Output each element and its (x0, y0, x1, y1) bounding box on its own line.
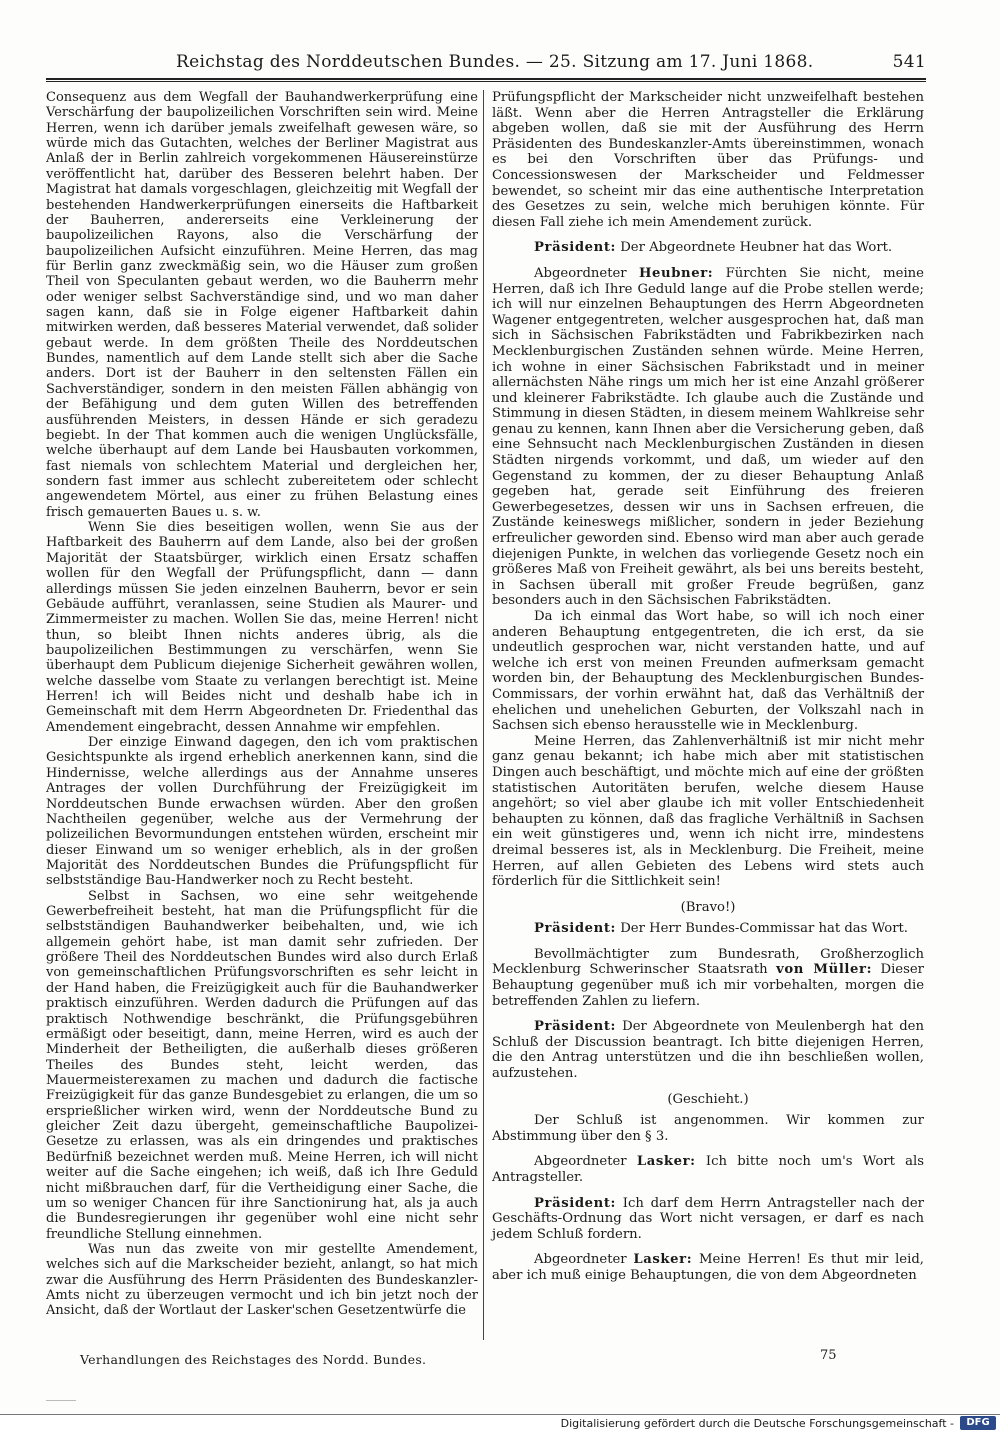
left-column (46, 90, 478, 1319)
speech-entry (492, 1019, 924, 1081)
speaker-name: Präsident: (534, 240, 617, 256)
signature-number: 75 (820, 1348, 837, 1363)
speaker-name: Präsident: (534, 1195, 617, 1211)
footer-publication: Verhandlungen des Reichstages des Nordd. Bundes. (80, 1352, 427, 1367)
paragraph: Meine Herren, das Zahlenverhältniß ist mir nicht mehr ganz genau bekannt; ich habe mich aber mit statistischen Dingen auch beschäftigt, und möchte mich auf eine der größten statistischen Autoritäten berufen, welche diesem Hause angehört; so viel aber glaube ich mit voller Entschiedenheit behaupten zu können, daß das fragliche Verhältniß in Sachsen ein weit günstigeres und, wenn ich nicht irre, mindestens dreimal besseres ist, als in Mecklenburg. Die Freiheit, meine Herren, auf allen Gebieten des Lebens wird stets auch förderlich für die Sittlichkeit sein! (492, 733, 924, 890)
speech-entry (492, 1154, 924, 1185)
paragraph: Der einzige Einwand dagegen, den ich vom praktischen Gesichtspunkte als irgend erheblich anerkennen kann, sind die Hindernisse, welche allerdings aus der Annahme unseres Antrages der vollen Durchführung der Freizügigkeit im Norddeutschen Bunde erwachsen würden. Aber den großen Nachtheilen gegenüber, welche aus der Vermehrung der polizeilichen Bevormundungen entstehen würden, erscheint mir dieser Einwand um so weniger erheblich, als in der großen Majorität des Norddeutschen Bundes die Prüfungspflicht für selbstständige Bau-Handwerker noch zu Recht besteht. (46, 735, 478, 889)
speaker-prefix: Bevollmächtigter zum Bundesrath, Großherzoglich Mecklenburg Schwerinscher Staatsrath (492, 946, 924, 978)
interjection: (Geschieht.) (667, 1091, 749, 1107)
paragraph: Was nun das zweite von mir gestellte Amendement, welches sich auf die Markscheider bezieht, anlangt, so hat mich zwar die Ausführung des Herrn Präsidenten des Bundeskanzler-Amts nicht zu überzeugen vermocht und ich bin jetzt noch der Ansicht, daß der Wortlaut der Lasker'schen Gesetzentwürfe die (46, 1241, 478, 1319)
speech-text: Dieser Behauptung gegenüber muß ich mir vorbehalten, morgen die betreffenden Zahlen zu liefern. (492, 962, 924, 1009)
speaker-name: von Müller: (776, 962, 873, 978)
speaker-prefix: Abgeordneter (534, 265, 627, 281)
header-rule-thin (46, 81, 926, 82)
speaker-name: Präsident: (534, 921, 617, 937)
speech-entry (492, 240, 924, 256)
speech-text: Der Abgeordnete von Meulenbergh hat den Schluß der Discussion beantragt. Ich bitte diejenigen Herren, die den Antrag unterstützen und die ihn beschließen wollen, aufzustehen. (492, 1019, 924, 1082)
dfg-logo-icon: DFG (960, 1416, 996, 1430)
speech-text: Ich bitte noch um's Wort als Antragsteller. (492, 1154, 924, 1185)
header-rule (46, 78, 926, 80)
speech-entry (492, 266, 924, 609)
paragraph: Selbst in Sachsen, wo eine sehr weitgehende Gewerbefreiheit besteht, hat man die Prüfungspflicht für die selbstständigen Bauhandwerker beibehalten, und, wie ich allgemein gehört habe, ist man damit sehr zufrieden. Der größere Theil des Norddeutschen Bundes wird also durch Erlaß von gemeinschaftlichen Prüfungsvorschriften es sehr leicht in der Hand haben, die Freizügigkeit auch für die Bauhandwerker praktisch einzuführen. Werden dadurch die Prüfungen auf das praktisch Nothwendige beschränkt, die Prüfungsgebühren ermäßigt oder beseitigt, dann, meine Herren, wird es auch der Minderheit der Betheiligten, die außerhalb dieses größeren Theiles des Bundes steht, leicht werden, das Mauermeisterexamen zu machen und dadurch die factische Freizügigkeit für das ganze Bundesgebiet zu erlangen, die um so ersprießlicher wirken wird, wenn der Norddeutsche Bund zu gleicher Zeit dazu übergeht, gemeinschaftliche Baupolizei-Gesetze zu erlassen, was als ein dringendes und praktisches Bedürfniß bezeichnet werden muß. Meine Herren, ich will nicht weiter auf die Sache eingehen; ich weiß, daß ich Ihre Geduld nicht mißbrauchen darf, für die Vertheidigung einer Sache, die um so weniger Chancen für ihre Sanctionirung hat, als ja auch die Bundesregierungen ihr gegenüber wohl eine nicht sehr freundliche Stellung einnehmen. (46, 888, 478, 1242)
paragraph: Wenn Sie dies beseitigen wollen, wenn Sie aus der Haftbarkeit des Bauherrn auf dem Lande, also bei der großen Majorität der Staatsbürger, wirklich einen Ersatz schaffen wollen für den Wegfall der Prüfungspflicht, dann — dann allerdings müssen Sie jeden einzelnen Bauherrn, bevor er sein Gebäude aufführt, veranlassen, seine Studien als Maurer- und Zimmermeister zu machen. Wollen Sie das, meine Herren! nicht thun, so bleibt Ihnen nichts anderes übrig, als die baupolizeilichen Bestimmungen zu verschärfen, wenn Sie überhaupt dem Publicum diejenige Sicherheit gewähren wollen, welche dasselbe vom Staate zu verlangen berechtigt ist. Meine Herren! ich will Beides nicht und deshalb habe ich in Gemeinschaft mit dem Herrn Abgeordneten Dr. Friedenthal das Amendement eingebracht, dessen Annahme wir empfehlen. (46, 520, 478, 735)
speaker-name: Lasker: (633, 1252, 693, 1268)
column-divider (483, 90, 484, 1340)
digitization-credit: Digitalisierung gefördert durch die Deutsche Forschungsgemeinschaft - (560, 1417, 954, 1430)
header-title: Reichstag des Norddeutschen Bundes. — 25. Sitzung am 17. Juni 1868. (176, 52, 814, 72)
speaker-name: Präsident: (534, 1019, 617, 1035)
speaker-prefix: Abgeordneter (534, 1252, 627, 1268)
speech-entry (492, 1252, 924, 1283)
speech-entry (492, 947, 924, 1009)
paragraph: Da ich einmal das Wort habe, so will ich noch einer anderen Behauptung entgegentreten, die ich erst, da sie undeutlich gesprochen war, nicht verstanden hatte, und auf welche ich erst von meinen Freunden aufmerksam gemacht worden bin, der Behauptung des Mecklenburgischen Bundes-Commissars, der vorhin erwähnt hat, daß das Verhältniß der ehelichen und unehelichen Geburten, der Volkszahl nach in Sachsen sich ebenso herausstelle wie in Mecklenburg. (492, 609, 924, 734)
speech-text: Ich darf dem Herrn Antragsteller nach der Geschäfts-Ordnung das Wort nicht versagen, er darf es nach jedem Schluß fordern. (492, 1195, 924, 1242)
speaker-name: Lasker: (636, 1154, 696, 1170)
speech-entry (492, 1196, 924, 1243)
interjection: (Bravo!) (680, 899, 736, 915)
paragraph: Prüfungspflicht der Markscheider nicht unzweifelhaft bestehen läßt. Wenn aber die Herren Antragsteller die Erklärung abgeben wollen, daß sie mit der Ausführung des Herrn Präsidenten des Bundeskanzler-Amts übereinstimmen, wonach es bei den Vorschriften über das Prüfungs- und Concessionswesen der Markscheider und Feldmesser bewendet, so scheint mir das eine authentische Interpretation des Gesetzes zu sein, welche mich beruhigen könnte. Für diesen Fall ziehe ich mein Amendement zurück. (492, 90, 924, 230)
speech-text: Fürchten Sie nicht, meine Herren, daß ich Ihre Geduld lange auf die Probe stellen werde; ich will nur einzelnen Behauptungen des Herrn Abgeordneten Wagener entgegentreten, welcher ausgesprochen hat, daß man sich in Sächsischen Fabrikstädten und Fabrikbezirken nach Mecklenburgischen Zuständen sehnen würde. Meine Herren, ich wohne in einer Sächsischen Fabrikstadt und in meiner allernächsten Nähe rings um mich her ist eine Anzahl größerer und kleinerer Fabrikstädte. Ich glaube auch die Zustände und Stimmung in diesen Städten, in diesem meinem Wahlkreise sehr genau zu kennen, kann Ihnen aber die Versicherung geben, daß eine Sehnsucht nach Mecklenburgischen Zuständen in diesen Städten nirgends vorkommt, und daß, um wieder auf den Gegenstand zu kommen, der zu dieser Behauptung Anlaß gegeben hat, gerade seit Einführung des freieren Gewerbegesetzes, dessen wir uns in Sachsen erfreuen, die Zustände keineswegs mißlicher, sondern in jeder Beziehung erfreulicher geworden sind. Ebenso wird man aber auch gerade diejenigen Punkte, in welchen das vorliegende Gesetz noch ein größeres Maß von Freiheit gewährt, als bei uns bereits besteht, in Sachsen überall mit großer Freude begrüßen, ganz besonders auch in den Sächsischen Fabrikstädten. (492, 265, 925, 609)
scan-mark (46, 1400, 76, 1401)
running-header (46, 50, 926, 76)
speaker-prefix: Abgeordneter (534, 1154, 627, 1170)
paragraph: Der Schluß ist angenommen. Wir kommen zur Abstimmung über den § 3. (492, 1113, 924, 1144)
digitization-bar (0, 1414, 1000, 1433)
speech-text: Der Herr Bundes-Commissar hat das Wort. (620, 921, 908, 937)
speech-entry (492, 921, 924, 937)
speech-text: Der Abgeordnete Heubner hat das Wort. (620, 240, 893, 256)
speaker-name: Heubner: (638, 265, 714, 281)
paragraph: Consequenz aus dem Wegfall der Bauhandwerkerprüfung eine Verschärfung der baupolizeilichen Vorschriften sein wird. Meine Herren, wenn ich darüber jemals zweifelhaft gewesen wäre, so würde mich das Gutachten, welches der Berliner Magistrat aus Anlaß der in Berlin zahlreich vorgekommenen Häusereinstürze veröffentlicht hat, darüber des Besseren belehrt haben. Der Magistrat hat damals vorgeschlagen, gleichzeitig mit Wegfall der bestehenden Handwerkerprüfungen einerseits die Haftbarkeit der Bauherren, andererseits eine Verkleinerung der baupolizeilichen Rayons, also die Verschärfung der baupolizeilichen Aufsicht einzuführen. Meine Herren, das mag für Berlin ganz zweckmäßig sein, wo die Häuser zum großen Theil von Speculanten gebaut werden, wo die Bauherrn mehr oder weniger selbst Sachverständige sind, und wo man daher sagen kann, daß sie in Folge eigener Haftbarkeit dahin mitwirken werden, daß besseres Material verwendet, daß solider gebaut werde. In dem größten Theile des Norddeutschen Bundes, namentlich auf dem Lande stellt sich aber die Sache anders. Dort ist der Bauherr in den seltensten Fällen ein Sachverständiger, sondern in den meisten Fällen abhängig von der Befähigung und dem guten Willen des betreffenden ausführenden Meisters, in dessen Hände er sich geradezu begiebt. In der That kommen auch die wenigen Unglücksfälle, welche überhaupt auf dem Lande bei Hausbauten vorkommen, fast niemals von schlechtem Material und dergleichen her, sondern fast immer aus schlecht zubereitetem oder schlecht angewendetem Mörtel, aus einer zu frühen Belastung eines frisch gemauerten Baues u. s. w. (46, 90, 478, 520)
speech-text: Meine Herren! Es thut mir leid, aber ich muß einige Behauptungen, die von dem Abgeordneten (492, 1252, 924, 1283)
right-column (492, 90, 924, 1284)
page-number: 541 (892, 52, 926, 72)
